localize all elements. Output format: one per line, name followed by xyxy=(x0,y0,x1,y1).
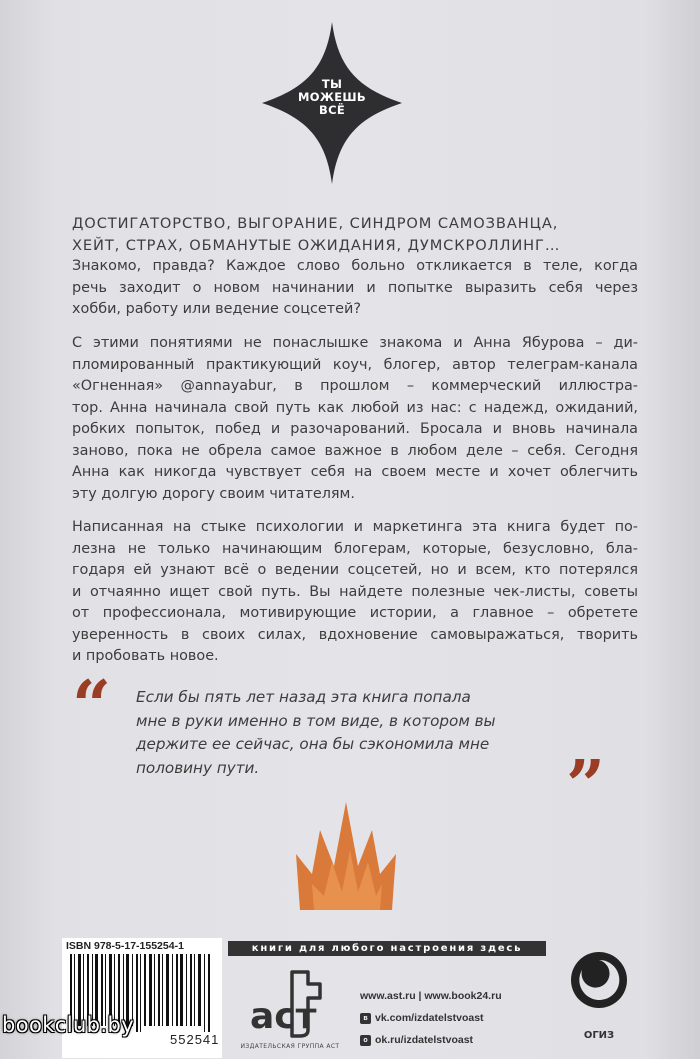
text-line: «Огненная» @annayabur, в прошлом – коммерческий иллюстра- xyxy=(72,378,638,394)
ogiz-caption: ОГИЗ xyxy=(583,1030,615,1041)
text-line: лезна не только начинающим блогерам, которые, безусловно, бла- xyxy=(72,540,638,557)
text-line: Анна как никогда чувствует себя на своем месте и хочет облегчить xyxy=(72,464,638,480)
text-line: речь заходит о новом начинании и попытке выразить себя через xyxy=(72,279,638,296)
text-line: и пробовать новое. xyxy=(72,648,219,664)
close-quote-icon: ” xyxy=(566,746,606,826)
quote-line: мне в руки именно в том виде, в котором вы xyxy=(136,711,496,730)
vk-link-text: vk.com/izdatelstvoast xyxy=(375,1012,484,1024)
vk-link[interactable] xyxy=(360,1007,502,1029)
text-line: и отчаянно ищет свой путь. Вы найдете полезные чек-листы, советы xyxy=(72,583,638,600)
website-links[interactable] xyxy=(360,985,502,1007)
text-line: тор. Анна начинала свой путь как любой из нас: с надежд, ожиданий, xyxy=(72,399,638,416)
ok-link-text: ok.ru/izdatelstvoast xyxy=(375,1034,474,1046)
text-line: Написанная на стыке психологии и маркетинга эта книга будет по- xyxy=(72,519,638,535)
vk-icon: в xyxy=(360,1013,371,1024)
tagline-bar: книги для любого настроения здесь xyxy=(228,941,546,956)
text-line: уверенность в своих силах, вдохновение самовыражаться, творить xyxy=(72,626,638,643)
publisher-caption: ИЗДАТЕЛЬСКАЯ ГРУППА АСТ xyxy=(240,1043,340,1050)
text-line: Знакомо, правда? Каждое слово больно откликается в теле, когда xyxy=(72,258,638,274)
text-line: эту долгую дорогу своим читателям. xyxy=(72,485,355,502)
paragraph-3 xyxy=(72,517,638,668)
open-quote-icon: “ xyxy=(72,666,112,746)
badge-line: ТЫ xyxy=(321,77,343,91)
flame-icon xyxy=(296,800,396,912)
text-line: робких попыток, побед и разочарований. Бросала и вновь начинала xyxy=(72,421,638,437)
paragraph-2 xyxy=(72,333,638,505)
text-line: от профессионала, мотивирующие истории, а главное – обретете xyxy=(72,605,638,621)
ok-link[interactable] xyxy=(360,1029,502,1051)
quote-line: держите ее сейчас, она бы сэкономила мне xyxy=(136,735,490,753)
text-line: С этими понятиями не понаслышке знакома и Анна Ябурова – ди- xyxy=(72,335,638,351)
paragraph-1 xyxy=(72,256,638,321)
isbn-barcode-block xyxy=(62,938,222,1058)
headline xyxy=(72,213,638,256)
text-line: заново, пока не обрела самое важное в любом деле – себя. Сегодня xyxy=(72,442,638,459)
badge-line: ВСЁ xyxy=(319,103,345,117)
headline-line: ХЕЙТ, СТРАХ, ОБМАНУТЫЕ ОЖИДАНИЯ, ДУМСКРОЛЛИНГ… xyxy=(72,236,561,254)
text-line: годаря ей узнают всё о ведении соцсетей, но и всем, кто потерялся xyxy=(72,562,638,578)
publisher-logo-text: аст xyxy=(250,996,317,1037)
publisher-links xyxy=(360,985,502,1051)
headline-line: ДОСТИГАТОРСТВО, ВЫГОРАНИЕ, СИНДРОМ САМОЗВАНЦА, xyxy=(72,215,559,232)
quote-line: Если бы пять лет назад эта книга попала xyxy=(136,688,471,706)
ok-icon: o xyxy=(360,1035,371,1046)
text-line: пломированный практикующий коуч, блогер, автор телеграм-канала xyxy=(72,356,638,373)
badge-line: МОЖЕШЬ xyxy=(298,90,366,104)
isbn-label: ISBN 978-5-17-155254-1 xyxy=(66,940,184,952)
ogiz-logo-icon xyxy=(566,946,632,1030)
website-links-text: www.ast.ru | www.book24.ru xyxy=(360,990,502,1002)
badge-text xyxy=(262,78,402,117)
quote-line: половину пути. xyxy=(136,758,260,777)
watermark: bookclub.by xyxy=(2,1013,135,1037)
barcode-digits: 552541 xyxy=(170,1032,220,1047)
testimonial-quote xyxy=(136,686,596,780)
four-point-star-badge xyxy=(262,22,402,184)
ast-publisher-logo-icon xyxy=(248,968,328,1040)
text-line: хобби, работу или ведение соцсетей? xyxy=(72,301,361,317)
